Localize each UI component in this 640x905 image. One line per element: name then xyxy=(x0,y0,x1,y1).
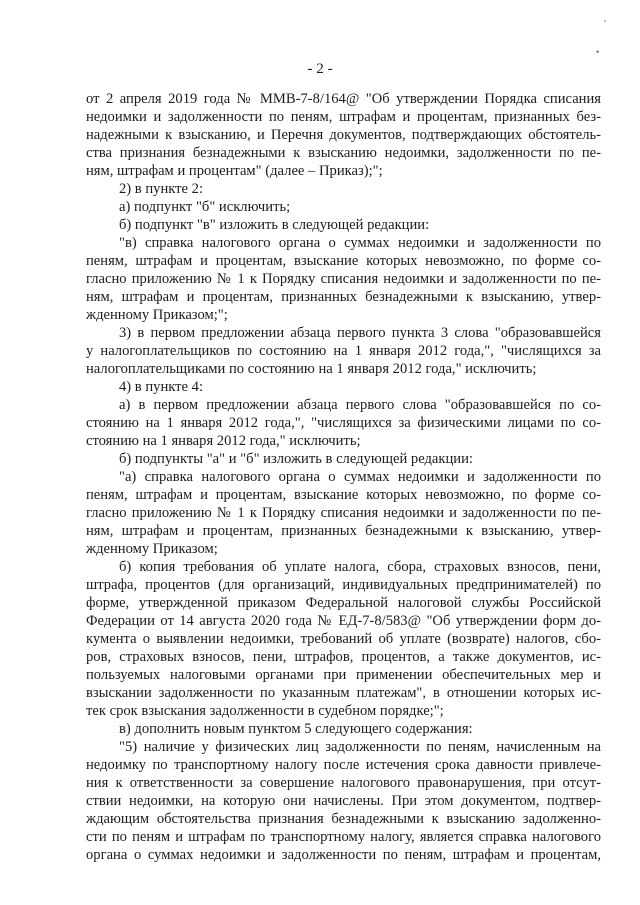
paragraph xyxy=(86,396,601,450)
text-line: ням, штрафам и процентам" (далее – Приказ);"; xyxy=(86,163,383,179)
text-line: жденному Приказом;"; xyxy=(86,307,228,323)
text-line: ждающим обстоятельства признания безнадежными к взысканию задолженно- xyxy=(86,811,601,827)
text-line: "в) справка налогового органа о суммах недоимки и задолженности по xyxy=(119,235,601,251)
paragraph xyxy=(86,738,601,864)
text-line: недоимки и задолженности по пеням, штрафам и процентам, признанных без- xyxy=(86,109,601,125)
text-line: б) подпункты "а" и "б" изложить в следующей редакции: xyxy=(119,451,473,467)
text-line: сти по пеням и штрафам по транспортному налогу, является справка налогового xyxy=(86,829,601,845)
text-line: ням, штрафам и процентам, признанных безнадежными к взысканию, утвер- xyxy=(86,289,601,305)
text-line: б) копия требования об уплате налога, сбора, страховых взносов, пени, xyxy=(119,559,601,575)
text-line: Федерации от 14 августа 2020 года № ЕД-7-8/583@ "Об утверждении форм до- xyxy=(86,613,601,629)
paragraph xyxy=(86,378,601,396)
text-line: гласно приложению № 1 к Порядку списания недоимки и задолженности по пе- xyxy=(86,505,601,521)
paragraph xyxy=(86,324,601,378)
text-line: от 2 апреля 2019 года № ММВ-7-8/164@ "Об утверждении Порядка списания xyxy=(86,91,601,107)
text-line: ния к ответственности за совершение налогового правонарушения, при отсут- xyxy=(86,775,601,791)
text-line: кумента о выявлении недоимки, требований об уплате (возврате) налогов, сбо- xyxy=(86,631,601,647)
page-number: - 2 - xyxy=(307,60,333,77)
text-line: а) подпункт "б" исключить; xyxy=(119,199,291,215)
text-line: 4) в пункте 4: xyxy=(119,379,204,395)
text-line: ням, штрафам и процентам, признанных безнадежными к взысканию, утвер- xyxy=(86,523,601,539)
text-line: 3) в первом предложении абзаца первого пункта 3 слова "образовавшейся xyxy=(119,325,601,341)
text-line: ствии недоимки, на которую они начислены. При этом документом, подтвер- xyxy=(86,793,601,809)
text-line: у налогоплательщиков по состоянию на 1 января 2012 года,", "числящихся за xyxy=(86,343,601,359)
text-line: б) подпункт "в" изложить в следующей редакции: xyxy=(119,217,430,233)
paragraph xyxy=(86,558,601,720)
text-line: штрафа, процентов (для организаций, индивидуальных предпринимателей) по xyxy=(86,577,601,593)
text-line: а) в первом предложении абзаца первого слова "образовавшейся по со- xyxy=(119,397,601,413)
text-line: взыскании задолженности по указанным платежам", в отношении которых ис- xyxy=(86,685,601,701)
text-line: пользуемых налоговыми органами при применении обеспечительных мер и xyxy=(86,667,601,683)
paragraph xyxy=(86,180,601,198)
paragraph xyxy=(86,450,601,468)
text-line: в) дополнить новым пунктом 5 следующего содержания: xyxy=(119,721,473,737)
scan-mark: • xyxy=(596,47,600,57)
scan-mark: , xyxy=(604,13,607,23)
text-line: "5) наличие у физических лиц задолженности по пеням, начисленным на xyxy=(119,739,601,755)
text-line: "а) справка налогового органа о суммах недоимки и задолженности по xyxy=(119,469,601,485)
text-line: налогоплательщиками по состоянию на 1 января 2012 года," исключить; xyxy=(86,361,537,377)
text-line: пеням, штрафам и процентам, взыскание которых невозможно, по форме со- xyxy=(86,487,601,503)
paragraph xyxy=(86,198,601,216)
paragraph xyxy=(86,468,601,558)
paragraph xyxy=(86,216,601,234)
text-line: надежными к взысканию, и Перечня документов, подтверждающих обстоятель- xyxy=(86,127,601,143)
text-line: недоимку по транспортному налогу после истечения срока давности привлече- xyxy=(86,757,601,773)
text-line: гласно приложению № 1 к Порядку списания недоимки и задолженности по пе- xyxy=(86,271,601,287)
document-body xyxy=(86,90,601,864)
paragraph xyxy=(86,90,601,180)
text-line: пеням, штрафам и процентам, взыскание которых невозможно, по форме со- xyxy=(86,253,601,269)
paragraph xyxy=(86,720,601,738)
text-line: тек срок взыскания задолженности в судебном порядке;"; xyxy=(86,703,444,719)
text-line: форме, утвержденной приказом Федеральной налоговой службы Российской xyxy=(86,595,601,611)
text-line: жденному Приказом; xyxy=(86,541,218,557)
text-line: органа о суммах недоимки и задолженности по пеням, штрафам и процентам, xyxy=(86,847,601,863)
text-line: ров, страховых взносов, пени, штрафов, процентов, а также документов, ис- xyxy=(86,649,601,665)
text-line: ства признания безнадежными к взысканию недоимки, задолженности по пе- xyxy=(86,145,601,161)
text-line: стоянию на 1 января 2012 года,", "числящихся за физическими лицами по со- xyxy=(86,415,601,431)
text-line: стоянию на 1 января 2012 года," исключить; xyxy=(86,433,361,449)
text-line: 2) в пункте 2: xyxy=(119,181,204,197)
paragraph xyxy=(86,234,601,324)
